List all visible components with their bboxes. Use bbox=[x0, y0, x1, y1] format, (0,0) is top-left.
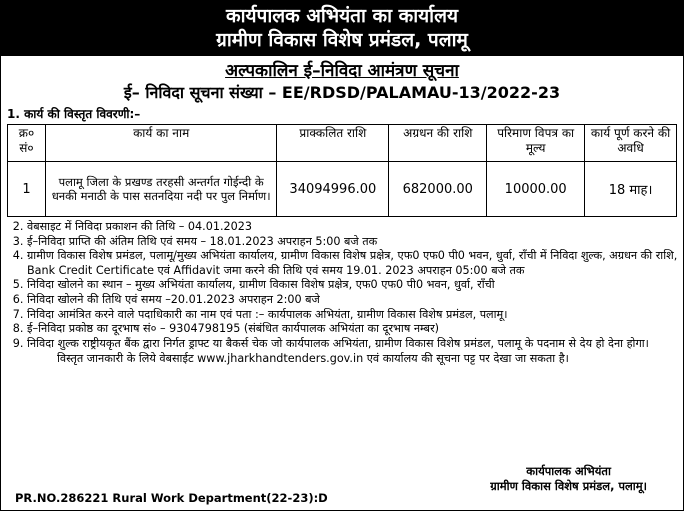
list-item: 6. निविदा खोलने की तिथि एवं समय –20.01.2023 अपराहन 2:00 बजे bbox=[27, 293, 683, 308]
cell-estimate: 34094996.00 bbox=[277, 162, 389, 217]
header-work-name: कार्य का नाम bbox=[45, 125, 276, 162]
header-serial: क्र० सं० bbox=[8, 125, 46, 162]
cell-serial: 1 bbox=[8, 162, 46, 217]
cell-duration: 18 माह। bbox=[585, 162, 677, 217]
table-header-row bbox=[8, 125, 677, 162]
office-division: ग्रामीण विकास विशेष प्रमंडल, पलामू bbox=[216, 29, 468, 51]
list-item: 5. निविदा खोलने का स्थान – मुख्य अभियंता कार्यालय, ग्रामीण विकास विशेष प्रक्षेत्र, एफ0 एफ0 पी0 भवन, धुर्वा, राँची bbox=[27, 278, 683, 293]
header-duration: कार्य पूर्ण करने की अवधि bbox=[585, 125, 677, 162]
list-item: 2. वेबसाइट में निविदा प्रकाशन की तिथि – 04.01.2023 bbox=[27, 220, 683, 235]
table-row bbox=[8, 162, 677, 217]
list-item: 9. निविदा शुल्क राष्ट्रीयकृत बैंक द्वारा निर्गत ड्राफ्ट या बैकर्स चेक जो कार्यपालक अभियंता, ग्रामीण विकास विशेष प्रमंडल, पलामू के पदनाम से देय हो देना होगा। bbox=[27, 337, 683, 352]
list-item: 7. निविदा आमंत्रित करने वाले पदाधिकारी का नाम एवं पता :– कार्यपालक अभियंता, ग्रामीण विकास विशेष प्रमंडल, पलामू। bbox=[27, 308, 683, 323]
notice-title: अल्पकालिन ई–निविदा आमंत्रण सूचना bbox=[225, 61, 459, 81]
cell-earnest: 682000.00 bbox=[389, 162, 487, 217]
cell-work-name: पलामू जिला के प्रखण्ड तरहसी अन्तर्गत गोईन्दी के धनकी मनाठी के पास सतनदिया नदी पर पुल निर्माण। bbox=[45, 162, 276, 217]
signature-block bbox=[490, 464, 647, 494]
list-item: 4. ग्रामीण विकास विशेष प्रमंडल, पलामू/मुख्य अभियंता कार्यालय, ग्रामीण विकास विशेष प्रक्षेत्र, एफ0 एफ0 पी0 भवन, धुर्वा, राँची में निविदा शुल्क, अग्रधन की राशि, Bank Credit Certificate एवं Affidavit जमा करने की तिथि एवं समय 19.01. 2023 अपराहन 05:00 बजे तक bbox=[27, 249, 683, 278]
header-estimate: प्राक्कलित राशि bbox=[277, 125, 389, 162]
notice-number: ई– निविदा सूचना संख्या – EE/RDSD/PALAMAU-13/2022-23 bbox=[123, 83, 561, 102]
work-details-table bbox=[7, 124, 677, 217]
cell-bill-cost: 10000.00 bbox=[487, 162, 585, 217]
office-banner bbox=[1, 1, 683, 56]
website-info: विस्तृत जानकारी के लिये वेबसाईट www.jharkhandtenders.gov.in एवं कार्यालय की सूचना पट्ट पर देखा जा सकता है। bbox=[57, 352, 569, 366]
list-item: 3. ई–निविदा प्राप्ति की अंतिम तिथि एवं समय – 18.01.2023 अपराहन 5:00 बजे तक bbox=[27, 235, 683, 250]
signature-designation: कार्यपालक अभियंता bbox=[526, 464, 611, 478]
notice-items bbox=[1, 220, 683, 351]
section-heading: 1. कार्य की विस्तृत विवरणी:– bbox=[7, 107, 141, 121]
pr-number: PR.NO.286221 Rural Work Department(22-23):D bbox=[15, 491, 328, 505]
list-item: 8. ई–निविदा प्रकोष्ठ का दूरभाष सं० – 9304798195 (संबंधित कार्यपालक अभियंता का दूरभाष नम्बर) bbox=[27, 322, 683, 337]
signature-office: ग्रामीण विकास विशेष प्रमंडल, पलामू। bbox=[490, 479, 647, 493]
header-earnest: अग्रधन की राशि bbox=[389, 125, 487, 162]
header-bill-cost: परिमाण विपत्र का मूल्य bbox=[487, 125, 585, 162]
office-title: कार्यपालक अभियंता का कार्यालय bbox=[226, 5, 458, 27]
